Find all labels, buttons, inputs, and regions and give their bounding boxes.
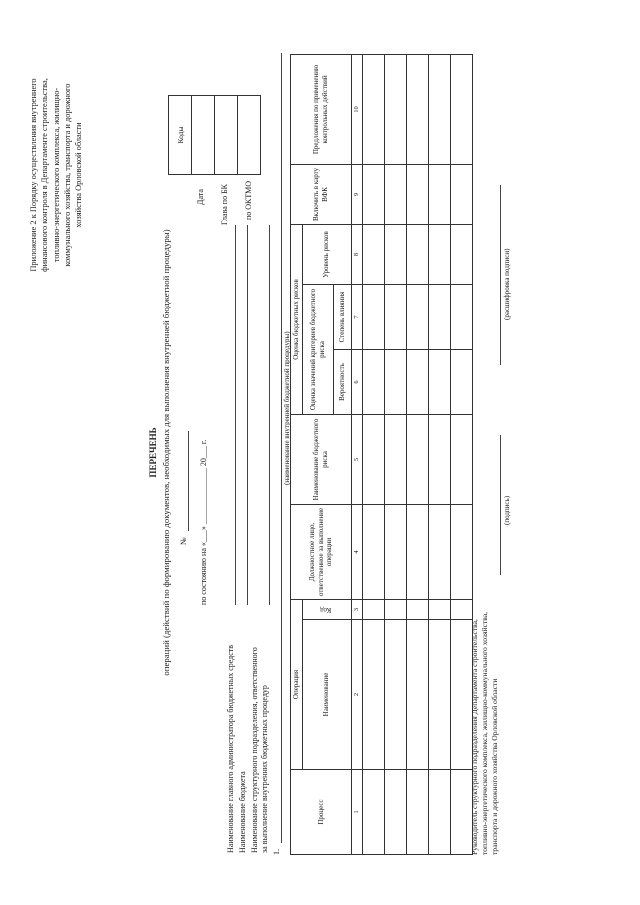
code-label-oktmo: по ОКТМО — [244, 180, 253, 220]
table-cell[interactable] — [451, 164, 473, 224]
table-cell[interactable] — [407, 620, 429, 770]
col-number: 5 — [351, 414, 363, 504]
col-official: Должностное лицо, ответственное за выполнение операции — [291, 504, 352, 599]
procedure-line[interactable] — [281, 53, 282, 843]
table-cell[interactable] — [363, 349, 385, 414]
col-op-name: Наименование — [302, 620, 351, 770]
field-budget-line[interactable] — [247, 225, 248, 605]
col-risk-eval: Оценка бюджетных рисков — [291, 224, 303, 414]
number-label: № — [179, 537, 188, 545]
table-cell[interactable] — [429, 54, 451, 164]
field-gabs-line[interactable] — [235, 225, 236, 605]
table-row[interactable] — [407, 54, 429, 854]
col-number: 4 — [351, 504, 363, 599]
document-title: ПЕРЕЧЕНЬ — [148, 427, 158, 478]
signature-caption: (подпись) — [503, 495, 511, 525]
col-number: 2 — [351, 620, 363, 770]
table-cell[interactable] — [407, 164, 429, 224]
col-criteria: Оценка значений критериев бюджетного риска — [302, 284, 333, 414]
field-unit-label-1: Наименование структурного подразделения, ответственного — [250, 647, 259, 853]
signature-text: Руководитель структурного подразделения Департамента строительства, топливно-энергетического комплекса, жилищно-коммунального хозяйства, транспорта и дорожного хозяйства Орловской области — [470, 611, 499, 855]
appendix-line: финансового контроля в Департаменте строительства, — [40, 78, 50, 272]
table-cell[interactable] — [429, 224, 451, 284]
col-map: Включить в карту ВФК — [291, 164, 352, 224]
table-cell[interactable] — [385, 54, 407, 164]
field-gabs-label: Наименование главного администратора бюджетных средств — [226, 644, 235, 853]
table-number-row — [351, 54, 363, 854]
number-line — [188, 431, 189, 531]
table-cell[interactable] — [385, 284, 407, 349]
codes-box — [168, 95, 261, 175]
table-cell[interactable] — [429, 414, 451, 504]
field-budget-label: Наименование бюджета — [238, 771, 247, 853]
table-cell[interactable] — [451, 414, 473, 504]
col-op-code: Код — [319, 605, 331, 614]
code-date-cell — [192, 96, 215, 175]
col-operation: Операция — [291, 599, 303, 769]
table-cell[interactable] — [385, 770, 407, 855]
table-cell[interactable] — [385, 620, 407, 770]
date-line: по состоянию на «___» ______________ 20___ г. — [199, 439, 208, 605]
col-number: 10 — [351, 54, 363, 164]
col-number: 1 — [351, 770, 363, 855]
col-proposals: Предложения по применению контрольных действий — [291, 54, 352, 164]
col-number: 6 — [351, 349, 363, 414]
table-cell[interactable] — [429, 164, 451, 224]
field-unit-label-2: за выполнение внутренних бюджетных процедур — [260, 685, 269, 853]
table-cell[interactable] — [407, 414, 429, 504]
table-cell[interactable] — [407, 349, 429, 414]
signature-line[interactable] — [500, 435, 501, 575]
appendix-line: топливно-энергетического комплекса, жилищно- — [51, 87, 61, 263]
table-cell[interactable] — [363, 284, 385, 349]
table-row[interactable] — [363, 54, 385, 854]
table-cell[interactable] — [385, 349, 407, 414]
col-number: 8 — [351, 224, 363, 284]
table-cell[interactable] — [407, 224, 429, 284]
table-row[interactable] — [385, 54, 407, 854]
table-cell[interactable] — [363, 770, 385, 855]
table-cell[interactable] — [363, 599, 385, 619]
procedure-caption: (наименование внутренней бюджетной процедуры) — [283, 331, 291, 485]
table-cell[interactable] — [429, 284, 451, 349]
appendix-line: хозяйства Орловской области — [74, 122, 84, 228]
table-cell[interactable] — [407, 284, 429, 349]
table-cell[interactable] — [407, 54, 429, 164]
table-header-row-1 — [291, 54, 303, 854]
col-probability: Вероятность — [333, 349, 351, 414]
table-cell[interactable] — [385, 164, 407, 224]
table-cell[interactable] — [451, 284, 473, 349]
appendix-line: коммунального хозяйства, транспорта и дорожного — [62, 83, 72, 267]
table-cell[interactable] — [429, 770, 451, 855]
code-label-glava: Глава по БК — [220, 184, 229, 225]
appendix-note — [28, 40, 84, 310]
table-cell[interactable] — [429, 349, 451, 414]
table-cell[interactable] — [363, 54, 385, 164]
col-level: Уровень рисков — [302, 224, 351, 284]
table-cell[interactable] — [363, 224, 385, 284]
col-op-code-cell — [302, 599, 351, 619]
decode-line[interactable] — [500, 185, 501, 365]
code-glava-cell — [215, 96, 238, 175]
table-cell[interactable] — [407, 770, 429, 855]
table-cell[interactable] — [451, 54, 473, 164]
table-cell[interactable] — [385, 414, 407, 504]
decode-caption: (расшифровка подписи) — [503, 248, 511, 320]
codes-header: Коды — [169, 96, 192, 175]
table-cell[interactable] — [451, 349, 473, 414]
col-number: 7 — [351, 284, 363, 349]
table-cell[interactable] — [363, 504, 385, 599]
table-cell[interactable] — [407, 504, 429, 599]
appendix-line: Приложение 2 к Порядку осуществления внутреннего — [29, 78, 38, 272]
code-oktmo-cell — [238, 96, 261, 175]
col-risk-name: Наименование бюджетного риска — [291, 414, 352, 504]
table-cell[interactable] — [429, 599, 451, 619]
table-cell[interactable] — [429, 504, 451, 599]
table-cell[interactable] — [385, 504, 407, 599]
col-impact: Степень влияния — [333, 284, 351, 349]
table-cell[interactable] — [363, 414, 385, 504]
document-subtitle: операций (действий по формированию документов, необходимых для выполнения внутренней бюджетной процедуры) — [161, 229, 171, 676]
code-label-date: Дата — [196, 189, 205, 205]
table-cell[interactable] — [385, 224, 407, 284]
table-cell[interactable] — [407, 599, 429, 619]
table-cell[interactable] — [385, 599, 407, 619]
col-number: 9 — [351, 164, 363, 224]
field-unit-line[interactable] — [269, 225, 270, 605]
operations-table — [290, 54, 473, 855]
col-number: 3 — [351, 599, 363, 619]
table-cell[interactable] — [363, 164, 385, 224]
table-cell[interactable] — [363, 620, 385, 770]
col-process: Процесс — [291, 770, 352, 855]
table-cell[interactable] — [451, 504, 473, 599]
table-cell[interactable] — [451, 224, 473, 284]
procedure-number: 1. — [272, 849, 281, 855]
table-row[interactable] — [429, 54, 451, 854]
table-cell[interactable] — [429, 620, 451, 770]
